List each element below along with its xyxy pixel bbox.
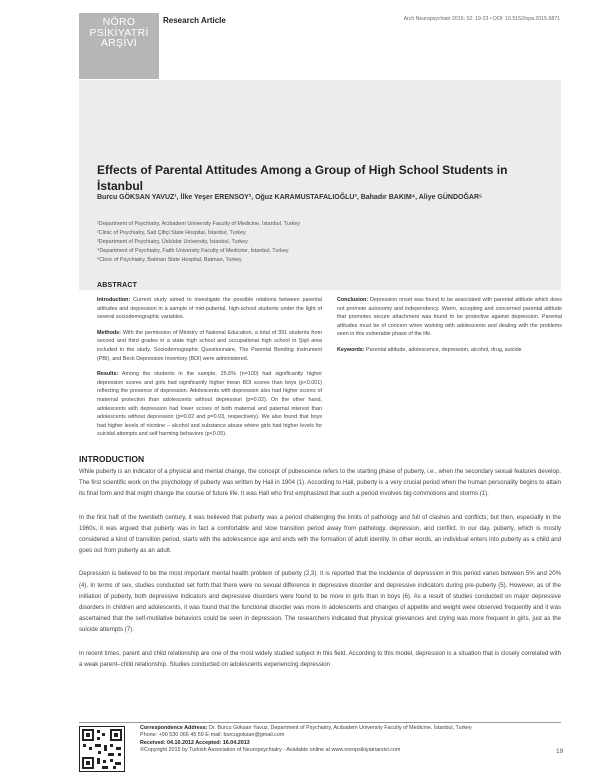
footer-divider bbox=[79, 722, 561, 723]
affiliation-item: ²Clinic of Psychiatry, Sait Çiftçi State Hospital, İstanbul, Turkey bbox=[97, 230, 246, 236]
article-title: Effects of Parental Attitudes Among a Group of High School Students in İstanbul bbox=[97, 163, 508, 193]
abstract-keywords-text: Parental attitude, adolescence, depression, alcohol, drug, suicide bbox=[364, 346, 522, 353]
abstract-conclusion-label: Conclusion: bbox=[337, 297, 369, 303]
dates-text: Received: 04.10.2012 Accepted: 16.04.2013 bbox=[140, 739, 250, 746]
author-list: Burcu GÖKSAN YAVUZ¹, İlke Yeşer ERENSOY², Oğuz KARAMUSTAFALIOĞLU³, Bahadır BAKIM⁴, Aliye GÜNDOĞAR⁵ bbox=[97, 194, 483, 201]
abstract-introduction bbox=[97, 296, 322, 322]
abstract-keywords-label: Keywords: bbox=[337, 346, 365, 353]
body-paragraph: In the first half of the twentieth century, it was believed that puberty was a period challenging the limits of pathology and full of clashes and conflicts; but then, especially in the 1960s, it was argued that puberty was in fact a comfortable and slow transition period away from pathology, depression, and conflict. In our day, puberty, which is mostly considered a kind of transition period, starts with the adolescence age and ends with the formation of adult identity. In other words, an individual enters into puberty as a child and goes out from puberty as an adult. bbox=[79, 513, 561, 555]
abstract-methods-text: With the permission of Ministry of National Education, a total of 391 students from second and third grades in a state high school and occupational high school in Şişli area included in the study. Sociodemographic Questionnaire, The Parental Bonding Instrument (PBI), and Beck Depression Inventory (BDI) were administered. bbox=[97, 329, 322, 362]
abstract-conclusion-text: Depression onset was found to be associated with parental attitude which does not promote autonomy and independency. Warm, accepting and concerned parental attitude that promotes secure attachment was found to be protective against depression. Parental attitudes must be of concern when working with adolescents and dealing with the problems seen in this vulnerable phase of the life. bbox=[337, 297, 562, 338]
affiliation-item: ³Department of Psychiatry, Üsküdar University, İstanbul, Turkey bbox=[97, 239, 248, 245]
abstract-left-column bbox=[97, 296, 322, 446]
abstract-results bbox=[97, 370, 322, 439]
abstract-results-label: Results: bbox=[97, 371, 119, 378]
journal-logo bbox=[79, 13, 159, 79]
introduction-heading: INTRODUCTION bbox=[79, 454, 145, 464]
correspondence-line bbox=[140, 725, 560, 732]
body-paragraph: While puberty is an indicator of a physical and mental change, the concept of pubescence refers to the starting phase of puberty, i.e., when the secondary sexual features develop. The first scientific work on the psychology of puberty was written by Hall in 1904 (1). According to Hall, puberty is a very crucial period when the human personality begins to attain its final form and that might change the course of future life. It was Hall who first emphasized that such a period involves big commotions and storms (1). bbox=[79, 468, 561, 498]
abstract-right-column bbox=[337, 296, 562, 362]
abstract-keywords bbox=[337, 346, 562, 355]
page-number: 19 bbox=[556, 748, 564, 755]
abstract-heading: ABSTRACT bbox=[97, 282, 138, 289]
qr-code-icon bbox=[79, 726, 125, 772]
footer-info bbox=[140, 725, 560, 755]
logo-line: PSİKİYATRİ bbox=[89, 26, 149, 39]
body-paragraph: Depression is believed to be the most important mental health problem of puberty (2,3). It is reported that the incidence of depression in this period varies between 5% and 20% (4). In terms of sex, studies conducted set forth that there were no sexual difference in depressive disorder and depressive indicators during pre-puberty (5). However, as of the initiation of puberty, both depressive indicators and depressive disorders were found to be more in girls than in boys (6). As a result of studies conducted on major depressive disorders in children and adolescents, it was found that the functional disorder was more in adolescents and changes of appetite and weight were observed frequently and it was ascertained that the self-mutilative behaviors could be seen in depression. The researchers indicated that physical grievances and crying was more frequent in girls, just as the suicide attempts (7). bbox=[79, 570, 561, 634]
abstract-results-text: Among the students in the sample, 25.6% (n=100) had significantly higher depression scores and girls had significantly higher mean BDI scores than boys (p<0.001) reflecting the presence of depression. Adolescents with depression also had higher scores of maternal protection than adolescents without depression (p=0.02). On the other hand, adolescents with depression had lower scores of both maternal and paternal interest than adolescents without depression (p=0.02 and p=0.03, respectively). We also found that boys had higher levels of nicotine – alcohol and substance abuse where girls had higher levels for suicidal attempts and self harming behaviors (p<0.05). bbox=[97, 371, 322, 438]
abstract-introduction-label: Introduction: bbox=[97, 297, 131, 303]
affiliation-item: ¹Department of Psychiatry, Acıbadem University Faculty of Medicine, İstanbul, Turkey bbox=[97, 221, 301, 227]
logo-line: NÖRO bbox=[102, 16, 136, 28]
section-label: Research Article bbox=[163, 16, 226, 25]
citation-line: Arch Neuropsychiatr 2015; 52: 19-23 • DOI: 10.5152/npa.2015.6871 bbox=[403, 16, 560, 22]
abstract-conclusion bbox=[337, 296, 562, 339]
abstract-introduction-text: Current study aimed to investigate the possible relations between parental attitudes and depression in a sample of mid-pubertal, high-school students under the light of several sociodemographic variables. bbox=[97, 297, 322, 321]
affiliation-item: ⁴Department of Psychiatry, Fatih University Faculty of Medicine, İstanbul, Turkey bbox=[97, 248, 289, 254]
abstract-methods-label: Methods: bbox=[97, 329, 121, 336]
body-paragraph: In recent times, parent and child relationship are one of the most widely studied subject in this field. According to this model, depression is a situation that is closely correlated with a weak parent–child relationship. Studies conducted on adolescents experiencing depression bbox=[79, 649, 561, 668]
copyright-line: ©Copyright 2015 by Turkish Association of Neuropsychiatry - Available online at www.noropsikiyatriarsivi.com bbox=[140, 747, 401, 754]
logo-line: ARŞİVİ bbox=[100, 37, 138, 49]
journal-logo-text bbox=[79, 17, 159, 49]
qr-code-graphic bbox=[80, 727, 124, 771]
affiliation-list bbox=[97, 220, 537, 265]
abstract-methods bbox=[97, 329, 322, 363]
affiliation-item: ⁵Clinic of Psychiatry, Batman State Hospital, Batman, Turkey bbox=[97, 257, 242, 263]
introduction-body bbox=[79, 466, 561, 682]
correspondence-label: Correspondence Address: bbox=[140, 725, 208, 731]
contact-line: Phone: +90 530 066 45 59 E-mail: burcugoksan@gmail.com bbox=[140, 732, 285, 739]
correspondence-text: Dr. Burcu Göksan Yavuz, Department of Psychiatry, Acıbadem University Faculty of Medicine, İstanbul, Turkey bbox=[207, 725, 472, 731]
